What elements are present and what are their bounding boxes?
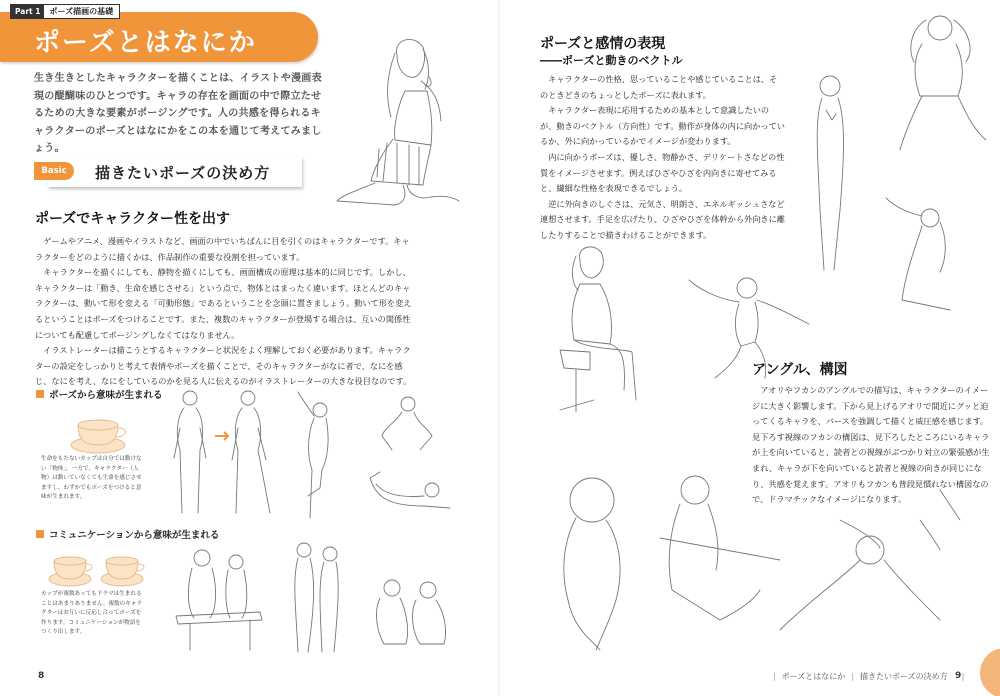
cup-illustration bbox=[70, 415, 130, 455]
two-cups-illustration bbox=[48, 553, 148, 588]
paragraph: イラストレーターは描こうとするキャラクターと状況をよく理解しておく必要があります。キャラクターの設定をしっかりと考えて表情やポーズを描くことで、そのキャラクターがなに者で、なにを感じ、なにを考え、なにをしているのかを見る人に伝えるのがイラストレーターの大きな役目なのです。 bbox=[35, 345, 412, 387]
paragraph: キャラクターの性格、思っていることや感じていることは、そのときどきのちょっとしたポーズに表れます。 bbox=[540, 74, 778, 100]
page-number-right: 9 bbox=[955, 671, 962, 681]
communication-figures-row bbox=[170, 540, 460, 660]
running-footer: | ポーズとはなにか | 描きたいポーズの決め方 | bbox=[773, 672, 965, 681]
part-label: Part 1 bbox=[11, 5, 44, 18]
orange-square-bullet-icon bbox=[36, 530, 44, 538]
inward-outward-pose-illustrations bbox=[790, 10, 995, 340]
emotion-subheading: ――ポーズと動きのベクトル bbox=[540, 54, 683, 67]
basic-section-title: 描きたいポーズの決め方 bbox=[95, 164, 271, 182]
pose-figures-row bbox=[170, 388, 460, 518]
chapter-title: ポーズとはなにか bbox=[34, 28, 257, 58]
emotion-body-text bbox=[540, 72, 785, 244]
subsection-heading-communication: コミュニケーションから意味が生まれる bbox=[36, 527, 219, 541]
intro-text: 生き生きとしたキャラクターを描くことは、イラストや漫画表現の醍醐味のひとつです。キャラの存在を画面の中で際立たせるための大きな要素がポージングです。人の共感を得られるキャラクターのポーズとはなにかをこの本を通じて考えてみましょう。 bbox=[34, 73, 322, 154]
paragraph: ゲームやアニメ、漫画やイラストなど、画面の中でいちばんに目を引くのはキャラクターです。キャラクターをどのように描くかは、作品制作の重要な役割を担っています。 bbox=[35, 236, 410, 262]
footer-chapter: ポーズとはなにか bbox=[781, 672, 846, 681]
chapter-corner-tab bbox=[980, 648, 1000, 696]
seated-businesswoman-illustration bbox=[550, 240, 650, 425]
paragraph: 逆に外向きのしぐさは、元気さ、明朗さ、エネルギッシュさなど連想させます。手足を広げたり、ひざやひざを体幹から外向きに離したりすることで描きわけることができます。 bbox=[540, 198, 785, 240]
paragraph: キャラクター表現に応用するための基本として意識したいのが、動きのベクトル（方向性）です。動作が身体の内に向かっているか、外に向かっているかでイメージが変わります。 bbox=[540, 105, 785, 147]
caption-communication: カップが複数あってもドラマは生まれることはあまりありません。複数のキャラクターはお互いに反応し合ってポーズを作ります。コミュニケーションが物語をつくり出します。 bbox=[41, 591, 143, 636]
paragraph: アオリやフカンのアングルでの描写は、キャラクターのイメージに大きく影響します。下から見上げるアオリで間近にグッと迫ってくるキャラを、パースを強調して描くと威圧感を感じます。見下ろす視線のフカンの構図は、見下ろしたところにいるキャラが上を向いていると、読者との視線がぶつかり対立の緊張感が生まれ、キャラが下を向いていると読者と視線の向きが同じになり、共感を覚えます。アオリもフカンも普段見慣れない構図なので、ドラマチックなイメージになります。 bbox=[752, 385, 990, 505]
angle-heading: アングル、構図 bbox=[752, 362, 848, 378]
basic-tag: Basic bbox=[34, 162, 74, 180]
kneeling-girl-illustration bbox=[335, 25, 495, 205]
angle-figures-row bbox=[540, 460, 1000, 655]
chapter-title-band bbox=[0, 12, 318, 62]
paragraph: 内に向かうポーズは、優しさ、物静かさ、デリケートさなどの性質をイメージさせます。例えばひざやひざを内向きに寄せてみると、繊細な性格を表現できるでしょう。 bbox=[540, 151, 785, 194]
footer-section: 描きたいポーズの決め方 bbox=[860, 672, 948, 681]
caption-pose: 生命をもたないカップは自分では動けない「物体」。一方で、キャラクター（人物）は動いていなくても生命を感じさせますし、わずかでもポーズをつけると意味が生まれます。 bbox=[41, 456, 142, 501]
part-title: ポーズ描画の基礎 bbox=[49, 7, 114, 16]
body-text bbox=[35, 234, 413, 390]
subsection-heading-pose: ポーズから意味が生まれる bbox=[36, 387, 163, 401]
right-page bbox=[500, 0, 1000, 696]
section-heading: ポーズでキャラクター性を出す bbox=[35, 211, 231, 227]
part-tag bbox=[10, 4, 120, 19]
paragraph: キャラクターを描くにしても、静物を描くにしても、画面構成の原理は基本的に同じです。しかし、キャラクターは「動き、生命を感じさせる」という点で、物体とはまったく違います。ほとんどのキャラクターは、動いて形を変える「可動形態」であるということを念頭に置きましょう。動いて形を変えるということはポーズをつけることです。また、複数のキャラクターが登場する場合は、互いの関係性についても配慮してポージングしなくてはなりません。 bbox=[35, 267, 412, 340]
orange-square-bullet-icon bbox=[36, 390, 44, 398]
emotion-heading: ポーズと感情の表現 bbox=[540, 36, 666, 52]
page-number-left: 8 bbox=[38, 671, 45, 681]
